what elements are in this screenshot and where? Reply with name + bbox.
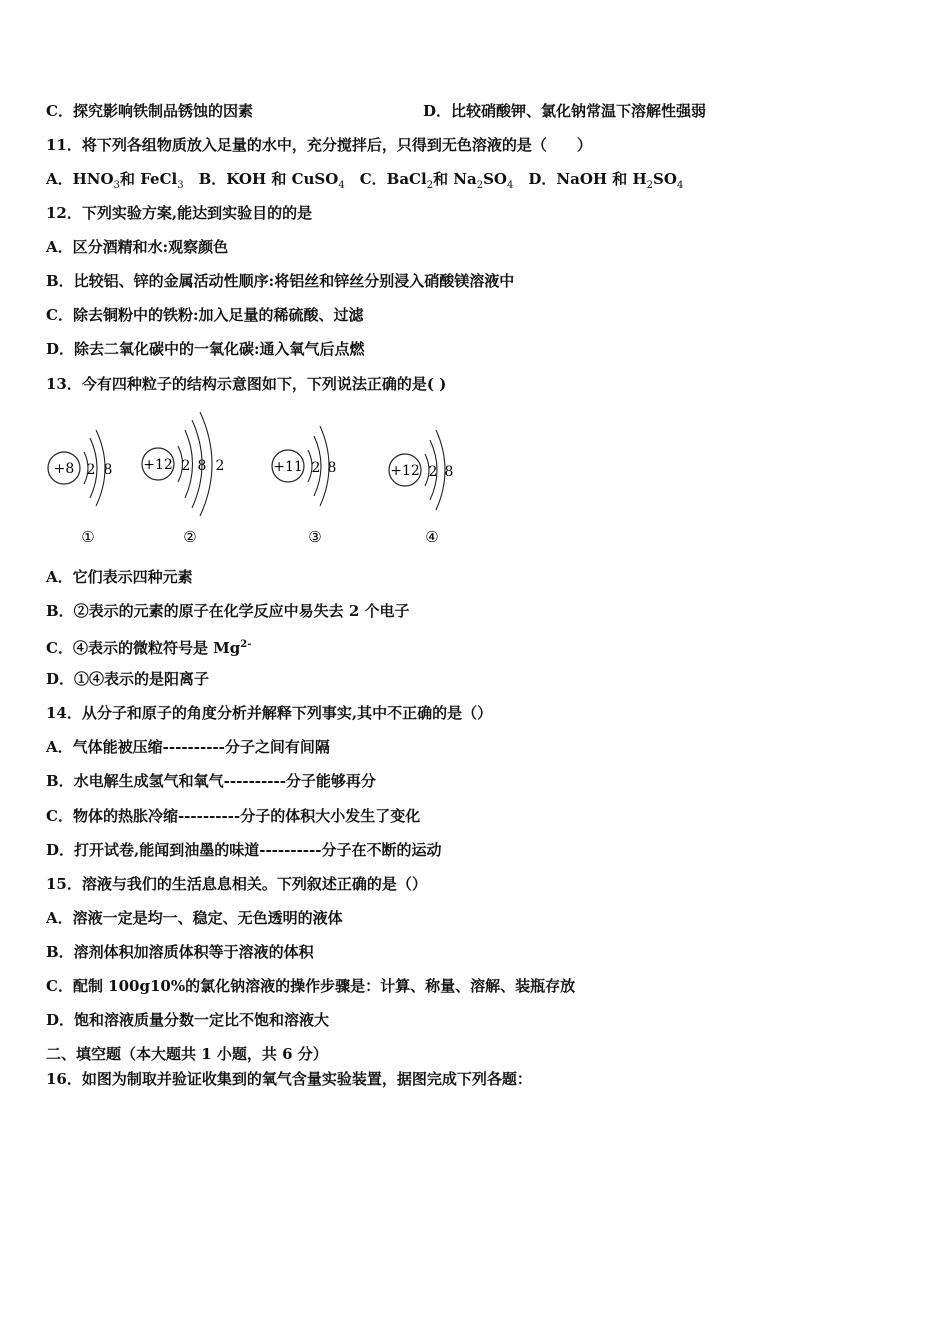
shell-electrons: 2 (215, 458, 225, 474)
q11-a-mid: 和 FeCl (119, 170, 178, 188)
shell-electrons: 8 (444, 464, 454, 480)
nucleus-charge: +8 (53, 461, 75, 477)
question-13: 13．今有四种粒子的结构示意图如下，下列说法正确的是( ) (46, 375, 447, 393)
question-12-option-b: B．比较铝、锌的金属活动性顺序:将铝丝和锌丝分别浸入硝酸镁溶液中 (46, 272, 515, 290)
shell-electrons: 8 (103, 462, 113, 478)
q11-d-sub2: 4 (676, 180, 684, 191)
q11-a-sub2: 3 (177, 180, 184, 191)
question-12-option-a: A．区分酒精和水:观察颜色 (46, 238, 229, 256)
q13c-text: C．④表示的微粒符号是 Mg (46, 639, 241, 657)
particle-label: ① (81, 528, 95, 546)
q11-d-post: SO (653, 170, 677, 188)
question-12: 12．下列实验方案,能达到实验目的的是 (46, 204, 313, 222)
question-13-option-b: B．②表示的元素的原子在化学反应中易失去 2 个电子 (46, 602, 410, 620)
question-15-option-c: C．配制 100g10%的氯化钠溶液的操作步骤是：计算、称量、溶解、装瓶存放 (46, 977, 576, 995)
particle-label: ④ (425, 528, 439, 546)
nucleus-charge: +11 (273, 459, 303, 475)
particle-1 (48, 430, 112, 546)
question-15-option-d: D．饱和溶液质量分数一定比不饱和溶液大 (46, 1011, 330, 1029)
particle-2 (142, 412, 224, 546)
q11-c-sub2: 2 (476, 180, 484, 191)
question-13-option-c (46, 635, 251, 658)
shell-electrons: 2 (428, 464, 438, 480)
question-15: 15．溶液与我们的生活息息相关。下列叙述正确的是（） (46, 875, 427, 893)
particle-4 (389, 430, 453, 546)
q11-c-sub1: 2 (426, 180, 434, 191)
particle-label: ② (183, 528, 197, 546)
question-12-option-c: C．除去铜粉中的铁粉:加入足量的稀硫酸、过滤 (46, 306, 364, 324)
section-2-heading: 二、填空题（本大题共 1 小题，共 6 分） (46, 1045, 328, 1063)
nucleus-charge: +12 (143, 457, 173, 473)
question-14-option-c: C．物体的热胀冷缩----------分子的体积大小发生了变化 (46, 807, 421, 825)
q11-c-label: C．BaCl (344, 170, 427, 188)
question-15-option-a: A．溶液一定是均一、稳定、无色透明的液体 (46, 909, 343, 927)
q11-b-sub1: 4 (338, 180, 345, 191)
shell-electrons: 2 (311, 460, 321, 476)
particle-diagram-svg (30, 408, 490, 553)
question-14-option-d: D．打开试卷,能闻到油墨的味道----------分子在不断的运动 (46, 841, 442, 859)
q11-b-label: B．KOH 和 CuSO (183, 170, 339, 188)
option-c-text: C．探究影响铁制品锈蚀的因素 (46, 102, 253, 120)
option-line-10 (46, 101, 707, 121)
question-11: 11．将下列各组物质放入足量的水中，充分搅拌后，只得到无色溶液的是（ ） (46, 136, 592, 154)
question-12-option-d: D．除去二氧化碳中的一氧化碳:通入氧气后点燃 (46, 340, 365, 358)
q11-a-label: A．HNO (46, 170, 114, 188)
q11-c-post: SO (483, 170, 507, 188)
q13c-charge: 2- (240, 639, 252, 650)
shell-electrons: 8 (197, 458, 207, 474)
particle-label: ③ (308, 528, 322, 546)
question-14-option-a: A．气体能被压缩----------分子之间有间隔 (46, 738, 330, 756)
question-15-option-b: B．溶剂体积加溶质体积等于溶液的体积 (46, 943, 314, 961)
question-14: 14．从分子和原子的角度分析并解释下列事实,其中不正确的是（） (46, 704, 493, 722)
shell-electrons: 2 (86, 462, 96, 478)
q11-d-sub1: 2 (646, 180, 654, 191)
nucleus-charge: +12 (390, 463, 420, 479)
option-d-text: D．比较硝酸钾、氯化钠常温下溶解性强弱 (423, 102, 707, 120)
question-13-option-a: A．它们表示四种元素 (46, 568, 193, 586)
question-11-options (46, 169, 683, 196)
particle-3 (272, 426, 336, 546)
q11-d-label: D．NaOH 和 H (513, 170, 647, 188)
question-16: 16．如图为制取并验证收集到的氧气含量实验装置，据图完成下列各题： (46, 1070, 532, 1088)
shell-electrons: 8 (327, 460, 337, 476)
particle-structure-diagram (30, 408, 490, 557)
q11-a-sub1: 3 (113, 180, 120, 191)
q11-c-sub3: 4 (507, 180, 514, 191)
question-14-option-b: B．水电解生成氢气和氧气----------分子能够再分 (46, 772, 376, 790)
question-13-option-d: D．①④表示的是阳离子 (46, 670, 210, 688)
q11-c-mid: 和 Na (433, 170, 477, 188)
shell-electrons: 2 (181, 458, 191, 474)
